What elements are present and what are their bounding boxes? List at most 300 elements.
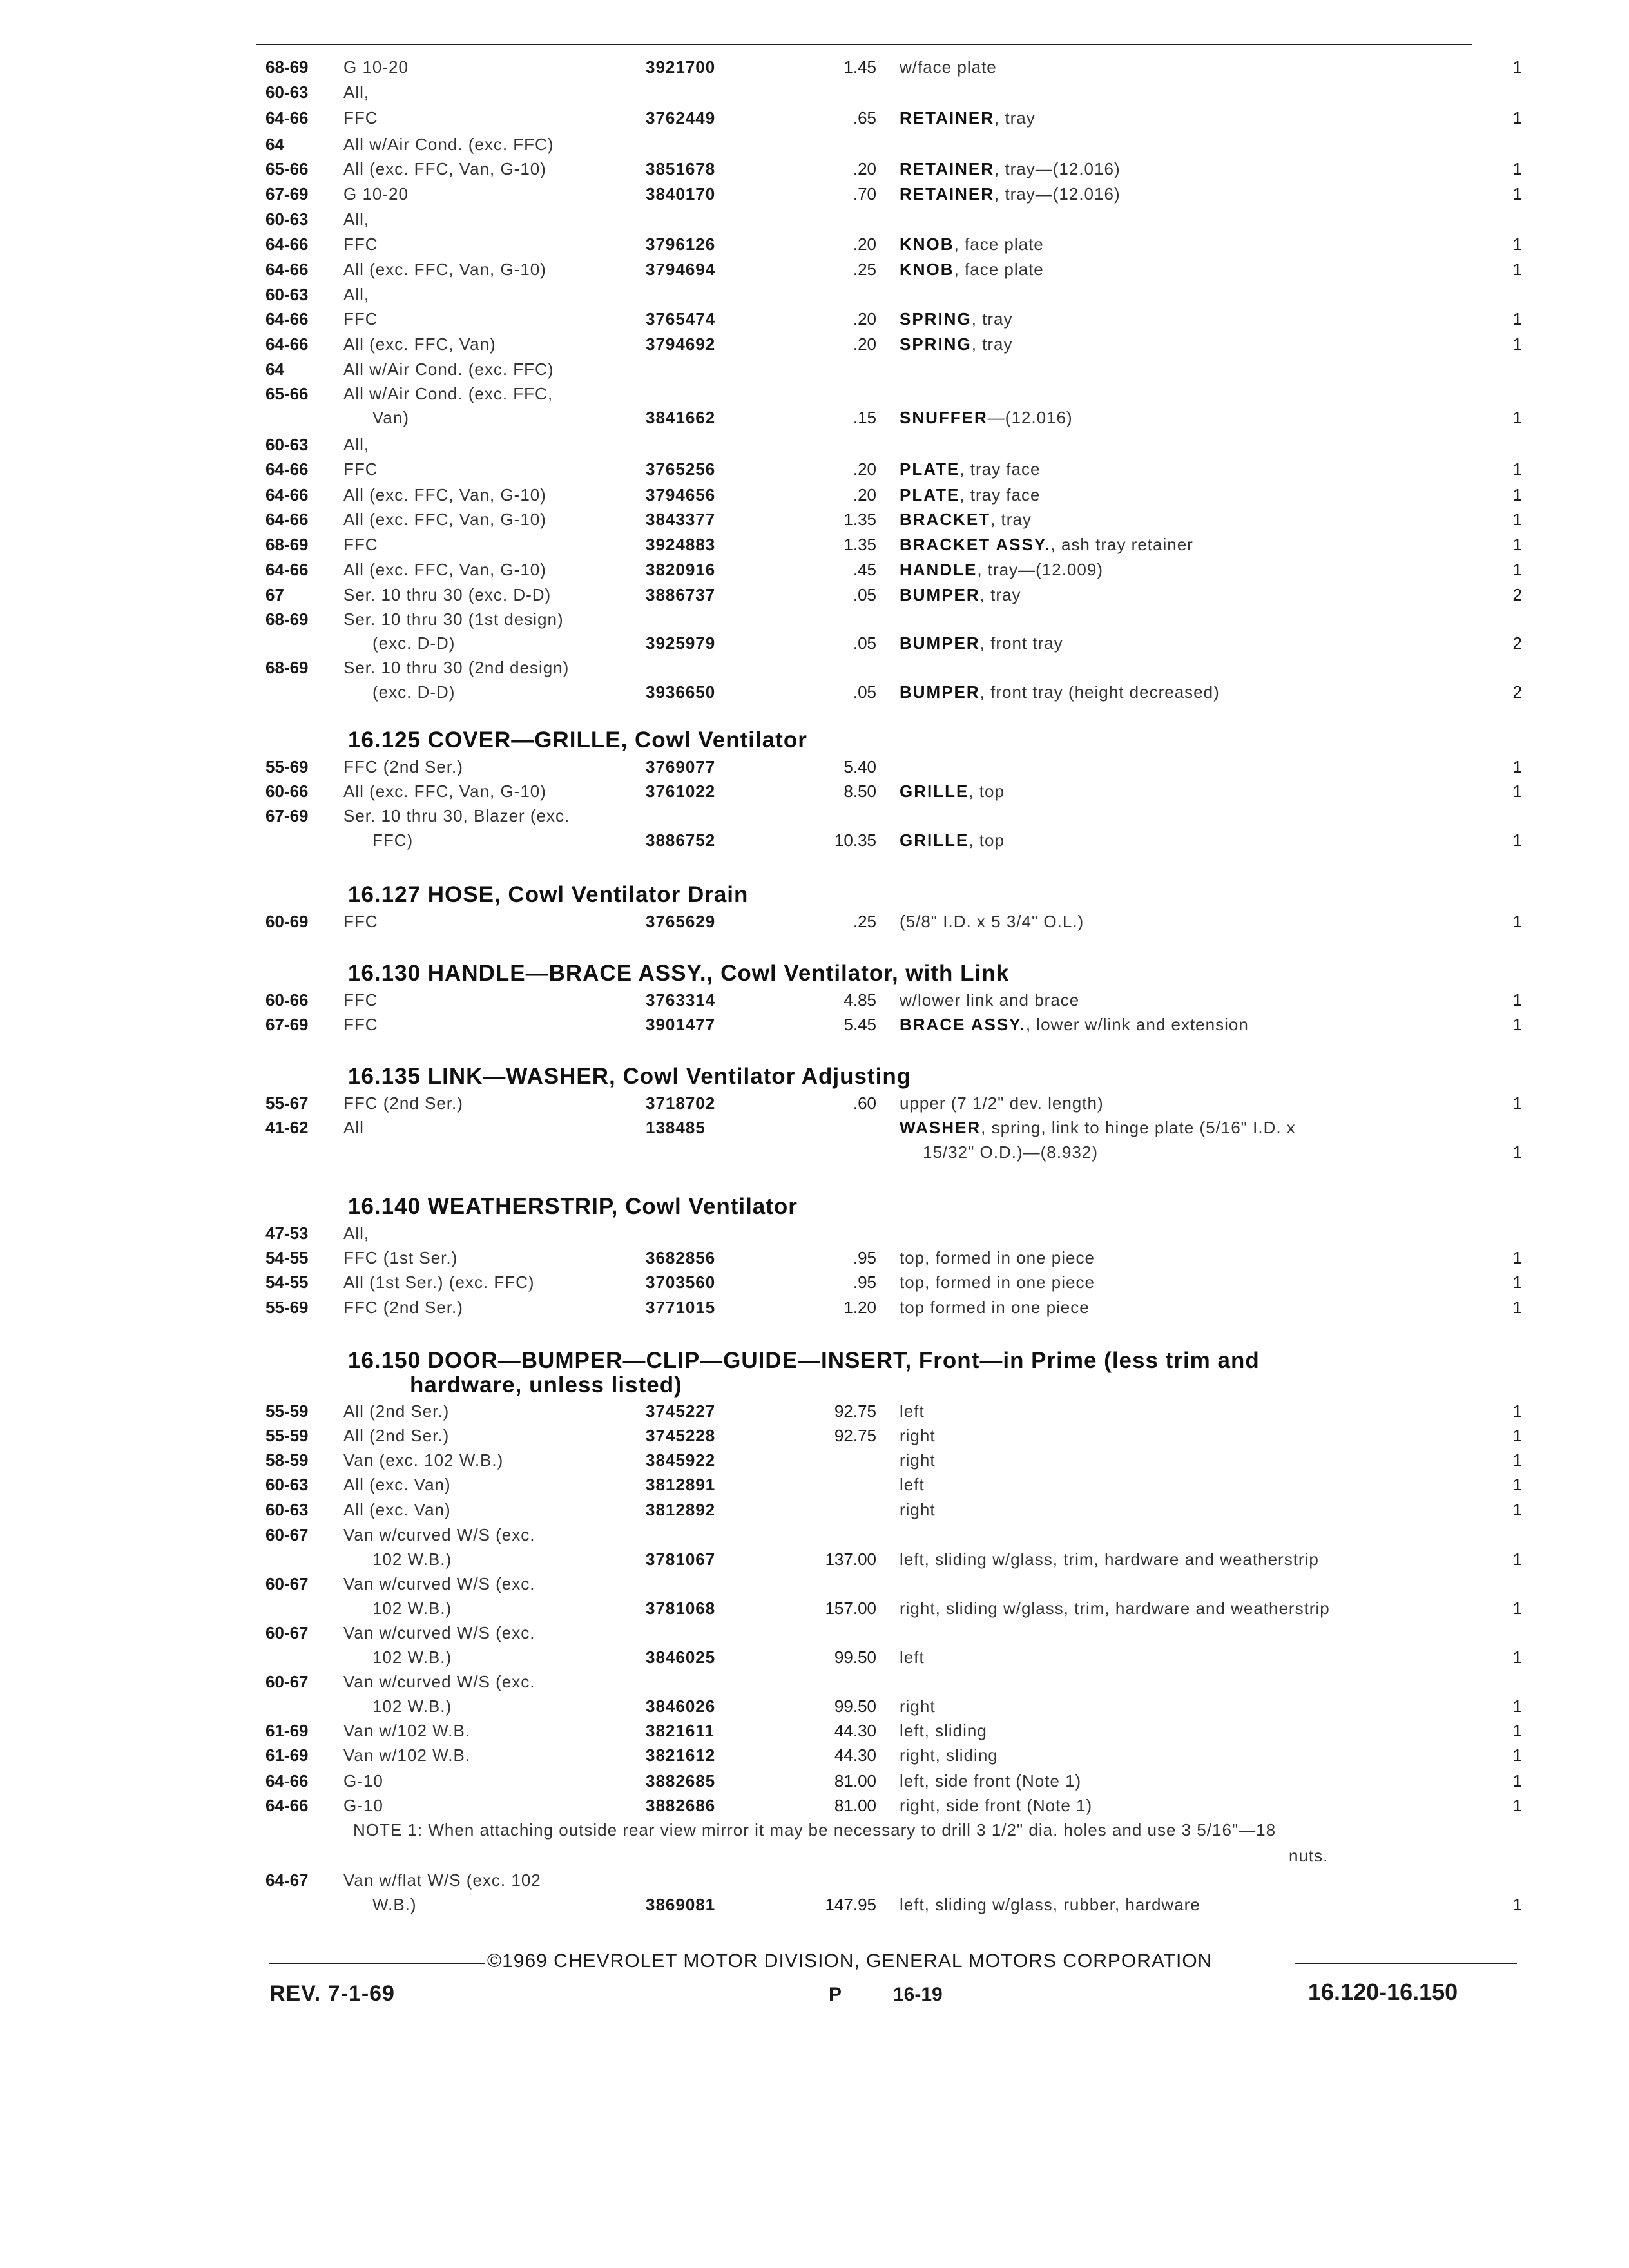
list-price: .25: [853, 260, 876, 279]
part-description: top, formed in one piece: [900, 1248, 1095, 1267]
quantity: 1: [1512, 485, 1522, 505]
model-years: 54-55: [265, 1248, 309, 1267]
model-years: 60-63: [265, 435, 309, 454]
part-number: 3794656: [646, 485, 716, 505]
parts-row: [0, 1695, 1629, 1718]
quantity: 1: [1512, 1426, 1522, 1445]
parts-row: [0, 55, 1629, 79]
application: All w/Air Cond. (exc. FFC,: [343, 384, 554, 403]
part-description: [900, 780, 1005, 803]
part-name: BUMPER: [900, 585, 980, 604]
part-number: 3765629: [646, 912, 716, 931]
list-price: 81.00: [834, 1796, 876, 1815]
application: Ser. 10 thru 30 (exc. D-D): [343, 585, 552, 604]
model-years: 64: [265, 360, 284, 379]
part-qualifier: , tray: [990, 510, 1032, 529]
quantity: 1: [1512, 1248, 1522, 1267]
quantity: 1: [1512, 535, 1522, 554]
model-years: 58-59: [265, 1450, 309, 1470]
list-price: .25: [853, 912, 876, 931]
quantity: 1: [1512, 1015, 1522, 1034]
list-price: .20: [853, 159, 876, 178]
section-heading: 16.127 HOSE, Cowl Ventilator Drain: [348, 882, 749, 907]
quantity: 1: [1512, 309, 1522, 329]
parts-row: [0, 988, 1629, 1012]
part-description: [900, 533, 1193, 556]
application: FFC (2nd Ser.): [343, 1298, 463, 1317]
revision-date: REV. 7-1-69: [269, 1981, 395, 2006]
application: FFC (2nd Ser.): [343, 757, 463, 776]
list-price: 92.75: [834, 1401, 876, 1421]
model-years: 68-69: [265, 658, 309, 677]
part-description: (5/8" I.D. x 5 3/4" O.L.): [900, 912, 1084, 931]
parts-row: [0, 1670, 1629, 1693]
part-description: upper (7 1/2" dev. length): [900, 1093, 1104, 1113]
application: All (exc. Van): [343, 1475, 451, 1494]
application: Van w/102 W.B.: [343, 1745, 471, 1765]
parts-row: [0, 207, 1629, 231]
part-name: BRACE ASSY.: [900, 1015, 1026, 1034]
part-name: RETAINER: [900, 159, 994, 178]
application: 102 W.B.): [372, 1696, 452, 1716]
quantity: 1: [1512, 57, 1522, 77]
model-years: 60-63: [265, 1475, 309, 1494]
application: All (exc. FFC, Van, G-10): [343, 782, 546, 801]
parts-row: [0, 106, 1629, 130]
list-price: 5.40: [843, 757, 876, 776]
application: Ser. 10 thru 30 (2nd design): [343, 658, 570, 677]
part-name: BRACKET ASSY.: [900, 535, 1051, 554]
part-qualifier: , tray face: [959, 485, 1041, 505]
model-years: 60-67: [265, 1525, 309, 1544]
model-years: 67-69: [265, 806, 309, 825]
model-years: 68-69: [265, 610, 309, 629]
footer-rule-left: [269, 1963, 485, 1964]
quantity: 1: [1512, 159, 1522, 178]
application: All (1st Ser.) (exc. FFC): [343, 1273, 535, 1292]
application: FFC (2nd Ser.): [343, 1093, 463, 1113]
part-number: 3771015: [646, 1298, 716, 1317]
application: FFC: [343, 309, 378, 329]
application: All w/Air Cond. (exc. FFC): [343, 135, 554, 154]
part-description: right, sliding w/glass, trim, hardware and weatherstrip: [900, 1599, 1330, 1618]
application: All (2nd Ser.): [343, 1401, 450, 1421]
part-number: 3820916: [646, 560, 716, 579]
section-range: 16.120-16.150: [1308, 1979, 1458, 2005]
part-qualifier: —(12.016): [987, 408, 1073, 427]
application: FFC (1st Ser.): [343, 1248, 458, 1267]
parts-row: [0, 233, 1629, 256]
parts-row: [0, 283, 1629, 306]
part-number: 3682856: [646, 1248, 716, 1267]
part-number: 3762449: [646, 108, 716, 128]
parts-row: [0, 1893, 1629, 1916]
model-years: 60-67: [265, 1672, 309, 1691]
part-number: 3812892: [646, 1500, 716, 1519]
part-number: 3703560: [646, 1273, 716, 1292]
section-heading: 16.130 HANDLE—BRACE ASSY., Cowl Ventilator, with Link: [348, 961, 1010, 986]
part-number: 3869081: [646, 1895, 716, 1914]
model-years: 60-67: [265, 1623, 309, 1642]
part-number: 3745228: [646, 1426, 716, 1445]
parts-row: [0, 1498, 1629, 1521]
footnote: NOTE 1: When attaching outside rear view mirror it may be necessary to drill 3 1/2" dia. holes and use 3 5/16"—18: [353, 1820, 1277, 1840]
quantity: 1: [1512, 260, 1522, 279]
quantity: 1: [1512, 1450, 1522, 1470]
list-price: 1.35: [843, 510, 876, 529]
part-qualifier: , tray: [971, 334, 1013, 354]
section-heading: 16.150 DOOR—BUMPER—CLIP—GUIDE—INSERT, Front—in Prime (less trim and: [348, 1348, 1260, 1373]
quantity: 1: [1512, 1771, 1522, 1791]
list-price: .05: [853, 633, 876, 653]
application: All (exc. FFC, Van, G-10): [343, 260, 546, 279]
part-description: [900, 1013, 1249, 1036]
part-description: [900, 680, 1220, 704]
part-number: 3886752: [646, 831, 716, 850]
parts-row: [0, 1013, 1629, 1036]
application: Ser. 10 thru 30 (1st design): [343, 610, 564, 629]
model-years: 64-66: [265, 235, 309, 254]
parts-row: [0, 133, 1629, 156]
part-description: left, sliding: [900, 1721, 987, 1740]
section-heading: 16.125 COVER—GRILLE, Cowl Ventilator: [348, 727, 807, 753]
application: G-10: [343, 1771, 383, 1791]
model-years: 64-66: [265, 459, 309, 479]
part-description: left: [900, 1648, 925, 1667]
parts-row: [0, 755, 1629, 778]
model-years: 41-62: [265, 1118, 309, 1137]
parts-row: [0, 1621, 1629, 1644]
part-number: 138485: [646, 1118, 706, 1137]
part-qualifier: , tray—(12.009): [977, 560, 1103, 579]
part-number: 3821612: [646, 1745, 716, 1765]
quantity: 1: [1512, 108, 1522, 128]
part-number: 3921700: [646, 57, 716, 77]
application: W.B.): [372, 1895, 417, 1914]
part-number: 3763314: [646, 990, 716, 1010]
application: (exc. D-D): [372, 682, 456, 702]
application: FFC): [372, 831, 414, 850]
part-number: 3794692: [646, 334, 716, 354]
model-years: 64-66: [265, 260, 309, 279]
list-price: .95: [853, 1273, 876, 1292]
application: All (exc. Van): [343, 1500, 451, 1519]
quantity: 2: [1512, 585, 1522, 604]
parts-row: [0, 182, 1629, 206]
quantity: 1: [1512, 1895, 1522, 1914]
list-price: 44.30: [834, 1745, 876, 1765]
parts-row: [0, 804, 1629, 827]
quantity: 1: [1512, 831, 1522, 850]
part-qualifier: , face plate: [954, 235, 1044, 254]
part-number: 3843377: [646, 510, 716, 529]
part-name: RETAINER: [900, 108, 994, 128]
part-description: [900, 829, 1005, 852]
list-price: 99.50: [834, 1648, 876, 1667]
part-description: left: [900, 1475, 925, 1494]
model-years: 68-69: [265, 535, 309, 554]
parts-row: [0, 258, 1629, 281]
part-description: [900, 307, 1012, 331]
quantity: 2: [1512, 682, 1522, 702]
part-description: 15/32" O.D.)—(8.932): [923, 1142, 1099, 1162]
application: 102 W.B.): [372, 1648, 452, 1667]
part-qualifier: , tray: [979, 585, 1021, 604]
list-price: .70: [853, 184, 876, 204]
quantity: 1: [1512, 1401, 1522, 1421]
list-price: .20: [853, 309, 876, 329]
footer-rule-right: [1295, 1963, 1517, 1964]
part-name: PLATE: [900, 485, 960, 505]
part-number: 3845922: [646, 1450, 716, 1470]
quantity: 1: [1512, 757, 1522, 776]
list-price: 92.75: [834, 1426, 876, 1445]
part-description: [900, 406, 1073, 429]
parts-row: [0, 558, 1629, 581]
part-qualifier: , ash tray retainer: [1050, 535, 1193, 554]
part-qualifier: , front tray: [979, 633, 1063, 653]
parts-row: [0, 457, 1629, 481]
model-years: 60-66: [265, 990, 309, 1010]
part-qualifier: , top: [969, 831, 1005, 850]
list-price: 10.35: [834, 831, 876, 850]
parts-row: [0, 483, 1629, 506]
list-price: .95: [853, 1248, 876, 1267]
application: All (exc. FFC, Van): [343, 334, 496, 354]
list-price: 99.50: [834, 1696, 876, 1716]
model-years: 64-66: [265, 1771, 309, 1791]
quantity: 1: [1512, 1796, 1522, 1815]
part-qualifier: , tray: [971, 309, 1013, 329]
part-description: [900, 157, 1121, 180]
quantity: 1: [1512, 1273, 1522, 1292]
part-name: BUMPER: [900, 682, 980, 702]
parts-row: [0, 1744, 1629, 1767]
model-years: 64: [265, 135, 284, 154]
part-number: 3718702: [646, 1093, 716, 1113]
parts-row: [0, 1091, 1629, 1115]
application: FFC: [343, 912, 378, 931]
parts-row: [0, 1140, 1629, 1164]
part-number: 3765256: [646, 459, 716, 479]
parts-row: [0, 508, 1629, 531]
parts-row: [0, 332, 1629, 356]
parts-row: [0, 1399, 1629, 1423]
parts-row: [0, 1572, 1629, 1595]
list-price: 157.00: [825, 1599, 876, 1618]
model-years: 61-69: [265, 1745, 309, 1765]
part-number: 3769077: [646, 757, 716, 776]
application: 102 W.B.): [372, 1599, 452, 1618]
model-years: 61-69: [265, 1721, 309, 1740]
part-description: [900, 483, 1040, 506]
quantity: 1: [1512, 408, 1522, 427]
application: All (exc. FFC, Van, G-10): [343, 159, 546, 178]
list-price: .45: [853, 560, 876, 579]
quantity: 1: [1512, 560, 1522, 579]
part-number: 3765474: [646, 309, 716, 329]
list-price: .20: [853, 334, 876, 354]
application: Van w/flat W/S (exc. 102: [343, 1870, 541, 1890]
application: FFC: [343, 535, 378, 554]
list-price: 147.95: [825, 1895, 876, 1914]
parts-row: [0, 1869, 1629, 1892]
parts-row: [0, 1719, 1629, 1742]
application: All,: [343, 285, 370, 304]
part-number: 3796126: [646, 235, 716, 254]
part-number: 3781068: [646, 1599, 716, 1618]
part-number: 3794694: [646, 260, 716, 279]
parts-row: [0, 656, 1629, 679]
part-description: left, sliding w/glass, trim, hardware and weatherstrip: [900, 1550, 1319, 1569]
list-price: .15: [853, 408, 876, 427]
application: All,: [343, 82, 370, 102]
part-description: top formed in one piece: [900, 1298, 1090, 1317]
part-description: [900, 182, 1121, 206]
parts-row: [0, 1523, 1629, 1546]
quantity: 1: [1512, 235, 1522, 254]
model-years: 67-69: [265, 1015, 309, 1034]
parts-row: [0, 81, 1629, 104]
part-qualifier: , spring, link to hinge plate (5/16" I.D. x: [981, 1118, 1296, 1137]
part-name: PLATE: [900, 459, 960, 479]
application: G 10-20: [343, 57, 409, 77]
model-years: 67: [265, 585, 284, 604]
parts-row: [0, 433, 1629, 456]
part-number: 3840170: [646, 184, 716, 204]
application: 102 W.B.): [372, 1550, 452, 1569]
part-description: [900, 332, 1012, 356]
copyright-line: ©1969 CHEVROLET MOTOR DIVISION, GENERAL MOTORS CORPORATION: [487, 1950, 1213, 1972]
parts-row: [0, 1818, 1629, 1841]
part-number: 3812891: [646, 1475, 716, 1494]
parts-row: [0, 533, 1629, 556]
application: All (exc. FFC, Van, G-10): [343, 510, 546, 529]
part-number: 3936650: [646, 682, 716, 702]
quantity: 1: [1512, 1475, 1522, 1494]
part-name: KNOB: [900, 235, 954, 254]
model-years: 60-63: [265, 82, 309, 102]
model-years: 64-66: [265, 560, 309, 579]
quantity: 1: [1512, 1721, 1522, 1740]
application: All,: [343, 435, 370, 454]
model-years: 60-63: [265, 1500, 309, 1519]
parts-row: [0, 631, 1629, 655]
section-heading: hardware, unless listed): [410, 1372, 682, 1398]
part-number: 3886737: [646, 585, 716, 604]
parts-row: [0, 1296, 1629, 1319]
parts-row: [0, 382, 1629, 405]
model-years: 55-59: [265, 1426, 309, 1445]
quantity: 1: [1512, 1142, 1522, 1162]
part-number: 3745227: [646, 1401, 716, 1421]
list-price: .20: [853, 459, 876, 479]
parts-row: [0, 1448, 1629, 1472]
quantity: 1: [1512, 1696, 1522, 1716]
part-qualifier: , lower w/link and extension: [1025, 1015, 1249, 1034]
part-description: right: [900, 1426, 936, 1445]
quantity: 1: [1512, 184, 1522, 204]
parts-row: [0, 1222, 1629, 1245]
quantity: 1: [1512, 912, 1522, 931]
model-years: 60-66: [265, 782, 309, 801]
application: FFC: [343, 459, 378, 479]
part-name: HANDLE: [900, 560, 978, 579]
application: Van (exc. 102 W.B.): [343, 1450, 504, 1470]
model-years: 60-69: [265, 912, 309, 931]
application: G-10: [343, 1796, 383, 1815]
parts-row: [0, 910, 1629, 933]
part-number: 3846026: [646, 1696, 716, 1716]
application: All (exc. FFC, Van, G-10): [343, 560, 546, 579]
quantity: 1: [1512, 1500, 1522, 1519]
section-heading: 16.140 WEATHERSTRIP, Cowl Ventilator: [348, 1194, 798, 1219]
part-number: 3846025: [646, 1648, 716, 1667]
application: All,: [343, 209, 370, 229]
model-years: 55-69: [265, 1298, 309, 1317]
application: All: [343, 1118, 364, 1137]
list-price: 8.50: [843, 782, 876, 801]
part-qualifier: , front tray (height decreased): [979, 682, 1220, 702]
quantity: 1: [1512, 1599, 1522, 1618]
part-number: 3841662: [646, 408, 716, 427]
model-years: 68-69: [265, 57, 309, 77]
part-description: [900, 631, 1063, 655]
model-years: 64-66: [265, 485, 309, 505]
page-number: 16-19: [893, 1984, 943, 2005]
part-number: 3924883: [646, 535, 716, 554]
model-years: 64-66: [265, 108, 309, 128]
parts-row: [0, 608, 1629, 631]
part-description: right: [900, 1696, 936, 1716]
part-description: top, formed in one piece: [900, 1273, 1095, 1292]
model-years: 47-53: [265, 1224, 309, 1243]
part-description: right: [900, 1450, 936, 1470]
part-number: 3901477: [646, 1015, 716, 1034]
list-price: 4.85: [843, 990, 876, 1010]
parts-row: [0, 1548, 1629, 1571]
part-qualifier: , top: [969, 782, 1005, 801]
list-price: 5.45: [843, 1015, 876, 1034]
application: Van w/102 W.B.: [343, 1721, 471, 1740]
model-years: 65-66: [265, 384, 309, 403]
application: Van w/curved W/S (exc.: [343, 1623, 535, 1642]
part-name: WASHER: [900, 1118, 981, 1137]
parts-row: [0, 780, 1629, 803]
application: Van w/curved W/S (exc.: [343, 1525, 535, 1544]
part-qualifier: , tray face: [959, 459, 1041, 479]
model-years: 60-67: [265, 1574, 309, 1593]
page-label: P: [829, 1984, 842, 2005]
part-number: 3821611: [646, 1721, 715, 1740]
parts-row: [0, 1246, 1629, 1269]
list-price: .05: [853, 682, 876, 702]
model-years: 64-67: [265, 1870, 309, 1890]
model-years: 65-66: [265, 159, 309, 178]
parts-row: [0, 1769, 1629, 1792]
part-number: 3882686: [646, 1796, 716, 1815]
application: FFC: [343, 1015, 378, 1034]
quantity: 1: [1512, 782, 1522, 801]
parts-row: [0, 358, 1629, 381]
part-number: 3882685: [646, 1771, 716, 1791]
part-name: BUMPER: [900, 633, 980, 653]
application: (exc. D-D): [372, 633, 456, 653]
quantity: 1: [1512, 1093, 1522, 1113]
part-qualifier: , tray—(12.016): [994, 184, 1121, 204]
list-price: .60: [853, 1093, 876, 1113]
application: G 10-20: [343, 184, 409, 204]
